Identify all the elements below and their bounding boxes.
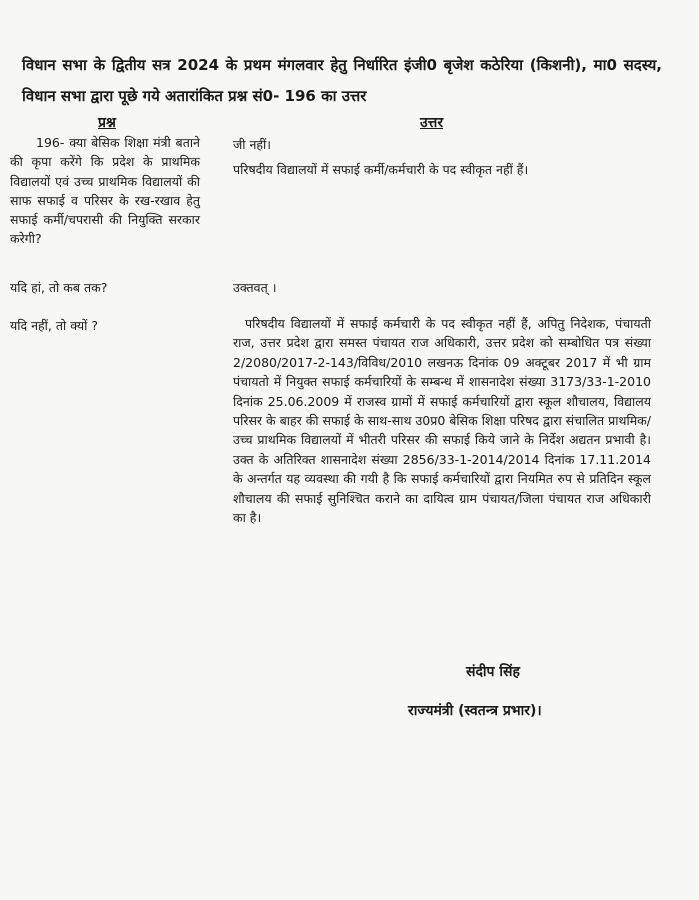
signatory-title: राज्यमंत्री (स्वतन्त्र प्रभार)।: [408, 703, 542, 719]
answer-column-header: उत्तर: [420, 115, 444, 131]
question-2: यदि हां, तो कब तक?: [10, 280, 108, 295]
answer-3: परिषदीय विद्यालयों में सफाई कर्मचारी के पद स्वीकृत नहीं हैं, अपितु निदेशक, पंचायती राज, उत्तर प्रदेश द्वारा समस्त पंचायत राज अधिकारी, उत्तर प्रदेश को सम्बोधित पत्र संख्या 2/2080/2017-2-143/विविध/2010 लखनऊ दिनांक 09 अक्टूबर 2017 में भी ग्राम पंचायतो में नियुक्त सफाई कर्मचारियों के सम्बन्ध में शासनादेश संख्या 3173/33-1-2010 दिनांक 25.06.2009 में राजस्व ग्रामों में सफाई कर्मचारियों द्वारा स्कूल शौचालय, विद्यालय परिसर के बाहर की सफाई के साथ-साथ उ0प्र0 बेसिक शिक्षा परिषद द्वारा संचालित प्राथमिक/उच्च प्राथमिक विद्यालयों में भीतरी परिसर की सफाई किये जाने के निर्देश अद्यतन प्रभावी है। उक्त के अतिरिक्त शासनादेश संख्या 2856/33-1-2014/2014 दिनांक 17.11.2014 के अन्तर्गत यह व्यवस्था की गयी है कि सफाई कर्मचारियों द्वारा नियमित रुप से प्रतिदिन स्कूल शौचालय की सफाई सुनिश्चित कराने का दायित्व ग्राम पंचायत/जिला पंचायत राज अधिकारी का है।: [233, 316, 651, 526]
question-3: यदि नहीं, तो क्यों ?: [10, 318, 98, 333]
document-heading: विधान सभा के द्वितीय सत्र 2024 के प्रथम मंगलवार हेतु निर्धारित इंजी0 बृजेश कठेरिया (किशनी), मा0 सदस्य, विधान सभा द्वारा पूछे गये अतारांकित प्रश्न सं0- 196 का उत्तर: [22, 56, 662, 105]
question-number: 196-: [36, 135, 65, 150]
answer-2: उक्तवत् ।: [233, 280, 277, 295]
question-1: [10, 133, 200, 249]
answer-1-detail: परिषदीय विद्यालयों में सफाई कर्मी/कर्मचारी के पद स्वीकृत नहीं हैं।: [233, 162, 529, 177]
question-column-header: प्रश्न: [98, 115, 116, 131]
answer-1: जी नहीं।: [233, 137, 272, 152]
question-1-text: क्या बेसिक शिक्षा मंत्री बताने की कृपा करेंगे कि प्रदेश के प्राथमिक विद्यालयों एवं उच्च प्राथमिक विद्यालयों की साफ सफाई व परिसर के रख-रखाव हेतु सफाई कर्मी/चपरासी की नियुक्ति सरकार करेगी?: [10, 135, 200, 247]
signatory-name: संदीप सिंह: [466, 664, 520, 680]
